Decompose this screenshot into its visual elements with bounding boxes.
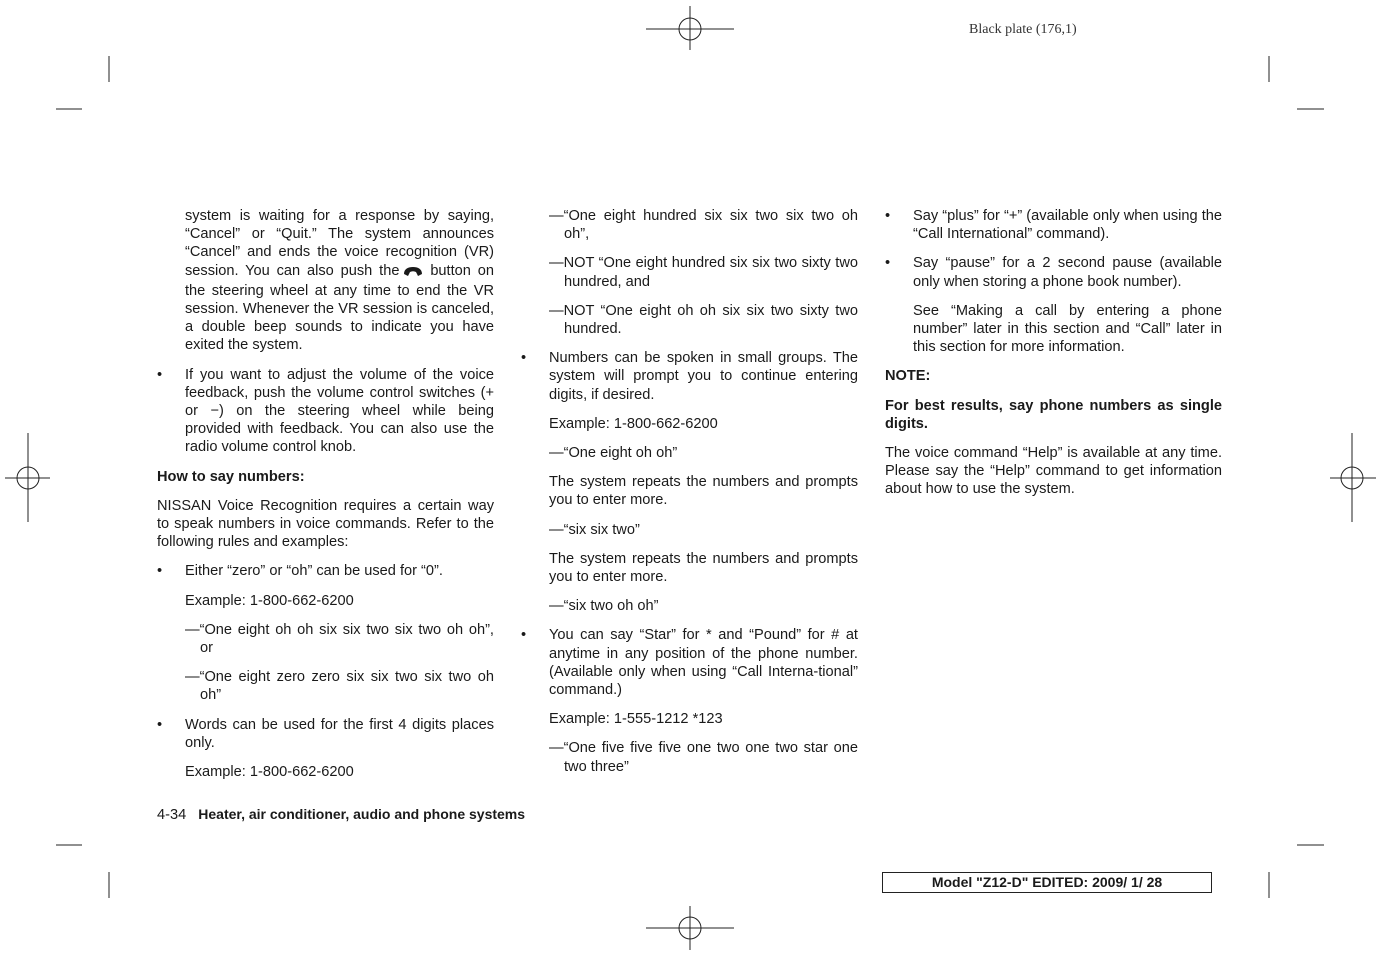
list-item xyxy=(157,366,494,457)
note-body: For best results, say phone numbers as single digits. xyxy=(885,397,1222,432)
example: Example: 1-800-662-6200 xyxy=(549,415,718,432)
bullet-icon: • xyxy=(157,563,163,580)
list-item-text: Words can be used for the first 4 digits places only. xyxy=(185,716,494,751)
list-item-text: Say “plus” for “+” (available only when using the “Call International” command). xyxy=(913,208,1222,243)
bullet-icon: • xyxy=(521,627,527,644)
list-item xyxy=(157,562,494,580)
bullet-icon: • xyxy=(885,255,891,272)
list-item xyxy=(885,254,1222,290)
example-line: —“One eight oh oh” xyxy=(549,445,678,462)
bullet-icon: • xyxy=(885,208,891,224)
list-item xyxy=(885,207,1222,243)
list-item xyxy=(157,716,494,752)
bullet-icon: • xyxy=(157,716,163,733)
example-line: —“One eight zero zero six six two six two oh oh” xyxy=(185,669,494,704)
paragraph-text: system is waiting for a response by saying, “Cancel” or “Quit.” The system announces “Cancel” and ends the voice recognition (VR) session. You can also push the xyxy=(185,208,494,279)
example: Example: 1-800-662-6200 xyxy=(185,764,354,781)
paragraph: The system repeats the numbers and prompts you to enter more. xyxy=(549,474,858,509)
list-item-text: Either “zero” or “oh” can be used for “0”. xyxy=(185,563,443,580)
list-item-text: If you want to adjust the volume of the voice feedback, push the volume control switches (+ or −) on the steering wheel while being provided with feedback. You can also use the radio volume control knob. xyxy=(185,366,494,456)
example-line: —NOT “One eight hundred six six two sixty two hundred, and xyxy=(549,255,858,290)
section-title: Heater, air conditioner, audio and phone systems xyxy=(198,806,526,822)
list-item xyxy=(521,626,858,699)
column-2 xyxy=(521,207,858,787)
note-heading: NOTE: xyxy=(885,368,931,385)
list-item xyxy=(521,349,858,404)
example: Example: 1-800-662-6200 xyxy=(185,592,354,609)
column-3 xyxy=(885,207,1222,510)
bullet-icon: • xyxy=(521,350,527,367)
paragraph: See “Making a call by entering a phone number” later in this section and “Call” later in this section for more information. xyxy=(913,302,1222,356)
list-item-text: Say “pause” for a 2 second pause (available only when storing a phone book number). xyxy=(913,255,1222,290)
list-item-text: Numbers can be spoken in small groups. The system will prompt you to continue entering digits, if desired. xyxy=(549,350,858,403)
list-item-text: You can say “Star” for * and “Pound” for # at anytime in any position of the phone number. (Available only when using “Call Interna-tional” command.) xyxy=(549,627,858,699)
example-line: —“six two oh oh” xyxy=(549,598,659,615)
paragraph xyxy=(157,207,494,355)
column-1 xyxy=(157,207,494,792)
example-line: —NOT “One eight oh oh six six two sixty two hundred. xyxy=(549,302,858,338)
bullet-icon: • xyxy=(157,366,163,383)
paragraph: NISSAN Voice Recognition requires a certain way to speak numbers in voice commands. Refer to the following rules and examples: xyxy=(157,497,494,551)
example-line: —“One eight hundred six six two six two oh oh”, xyxy=(549,208,858,243)
example-line: —“One eight oh oh six six two six two oh oh”, or xyxy=(185,621,494,657)
page-number: 4-34 xyxy=(157,807,187,823)
phone-hangup-icon xyxy=(403,264,423,282)
paragraph: The voice command “Help” is available at any time. Please say the “Help” command to get information about how to use the system. xyxy=(885,445,1222,498)
example: Example: 1-555-1212 *123 xyxy=(549,711,723,728)
example-line: —“One five five five one two one two star one two three” xyxy=(549,740,858,775)
model-edited-box: Model "Z12-D" EDITED: 2009/ 1/ 28 xyxy=(882,872,1212,893)
page-footer xyxy=(157,806,525,823)
section-heading: How to say numbers: xyxy=(157,468,305,485)
example-line: —“six six two” xyxy=(549,521,640,538)
paragraph-text-cont: button on the steering wheel at any time to end the VR session. Whenever the VR session is canceled, a double beep sounds to indicate you have exited the system. xyxy=(185,262,494,354)
paragraph: The system repeats the numbers and prompts you to enter more. xyxy=(549,550,858,586)
plate-label: Black plate (176,1) xyxy=(969,22,1077,37)
